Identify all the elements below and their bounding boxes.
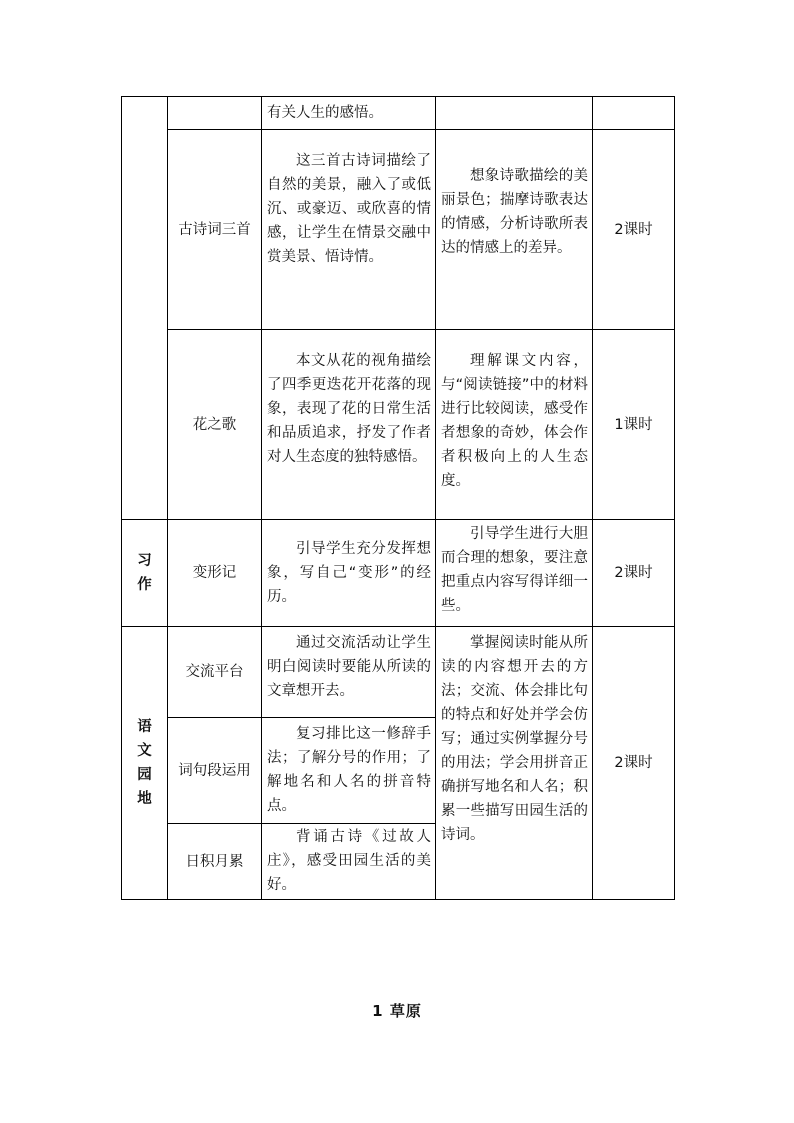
lesson-desc-cell bbox=[262, 627, 436, 718]
lesson-goal-cell bbox=[436, 330, 593, 520]
unit-char: 习 bbox=[137, 553, 152, 569]
lesson-desc-cell bbox=[262, 330, 436, 520]
unit-char: 语 bbox=[137, 719, 152, 735]
lesson-name: 古诗词三首 bbox=[168, 130, 262, 330]
lesson-hours: 1课时 bbox=[593, 330, 675, 520]
lesson-goal: 掌握阅读时能从所读的内容想开去的方法；交流、体会排比句的特点和好处并学会仿写；通过实例掌握分号的用法；学会用拼音正确拼写地名和人名；积累一些描写田园生活的诗词。 bbox=[441, 635, 588, 843]
unit-yuwen-yuandi bbox=[122, 627, 168, 900]
lesson-goal: 引导学生进行大胆而合理的想象，要注意把重点内容写得详细一些。 bbox=[441, 526, 588, 614]
lesson-hours-cell bbox=[593, 97, 675, 130]
lesson-desc-cell bbox=[262, 824, 436, 900]
lesson-goal-cell bbox=[436, 97, 593, 130]
lesson-goal-cell bbox=[436, 627, 593, 900]
table-row bbox=[122, 520, 675, 627]
lesson-name: 日积月累 bbox=[168, 824, 262, 900]
unit-xizuo bbox=[122, 520, 168, 627]
unit-char: 文 bbox=[137, 743, 152, 759]
table-row bbox=[122, 130, 675, 330]
lesson-hours: 2课时 bbox=[593, 520, 675, 627]
lesson-hours: 2课时 bbox=[593, 627, 675, 900]
lesson-plan-table bbox=[121, 96, 675, 900]
lesson-desc: 有关人生的感悟。 bbox=[267, 105, 383, 121]
unit-char: 园 bbox=[137, 767, 152, 783]
lesson-desc: 引导学生充分发挥想象，写自己“变形”的经历。 bbox=[267, 541, 431, 605]
lesson-name-cell bbox=[168, 97, 262, 130]
lesson-name: 交流平台 bbox=[168, 627, 262, 718]
lesson-desc: 复习排比这一修辞手法；了解分号的作用；了解地名和人名的拼音特点。 bbox=[267, 726, 431, 814]
lesson-goal: 想象诗歌描绘的美丽景色；揣摩诗歌表达的情感，分析诗歌所表达的情感上的差异。 bbox=[441, 168, 588, 256]
lesson-desc-cell bbox=[262, 718, 436, 824]
lesson-name: 词句段运用 bbox=[168, 718, 262, 824]
table-row bbox=[122, 97, 675, 130]
page-title: 1 草原 bbox=[372, 1002, 422, 1020]
lesson-desc-cell bbox=[262, 130, 436, 330]
lesson-goal-cell bbox=[436, 130, 593, 330]
lesson-hours: 2课时 bbox=[593, 130, 675, 330]
lesson-goal-cell bbox=[436, 520, 593, 627]
lesson-name: 变形记 bbox=[168, 520, 262, 627]
table-row bbox=[122, 330, 675, 520]
unit-cell-continued bbox=[122, 97, 168, 520]
lesson-desc: 通过交流活动让学生明白阅读时要能从所读的文章想开去。 bbox=[267, 635, 431, 699]
lesson-goal: 理解课文内容，与“阅读链接”中的材料进行比较阅读，感受作者想象的奇妙，体会作者积极向上的人生态度。 bbox=[441, 353, 588, 489]
lesson-desc: 背诵古诗《过故人庄》，感受田园生活的美好。 bbox=[267, 829, 431, 893]
lesson-desc-cell bbox=[262, 97, 436, 130]
lesson-desc: 这三首古诗词描绘了自然的美景，融入了或低沉、或豪迈、或欣喜的情感，让学生在情景交融中赏美景、悟诗情。 bbox=[267, 153, 431, 265]
lesson-name: 花之歌 bbox=[168, 330, 262, 520]
lesson-desc-cell bbox=[262, 520, 436, 627]
unit-char: 地 bbox=[137, 791, 152, 807]
table-row bbox=[122, 627, 675, 718]
lesson-desc: 本文从花的视角描绘了四季更迭花开花落的现象，表现了花的日常生活和品质追求，抒发了作者对人生态度的独特感悟。 bbox=[267, 353, 431, 465]
unit-char: 作 bbox=[137, 577, 152, 593]
